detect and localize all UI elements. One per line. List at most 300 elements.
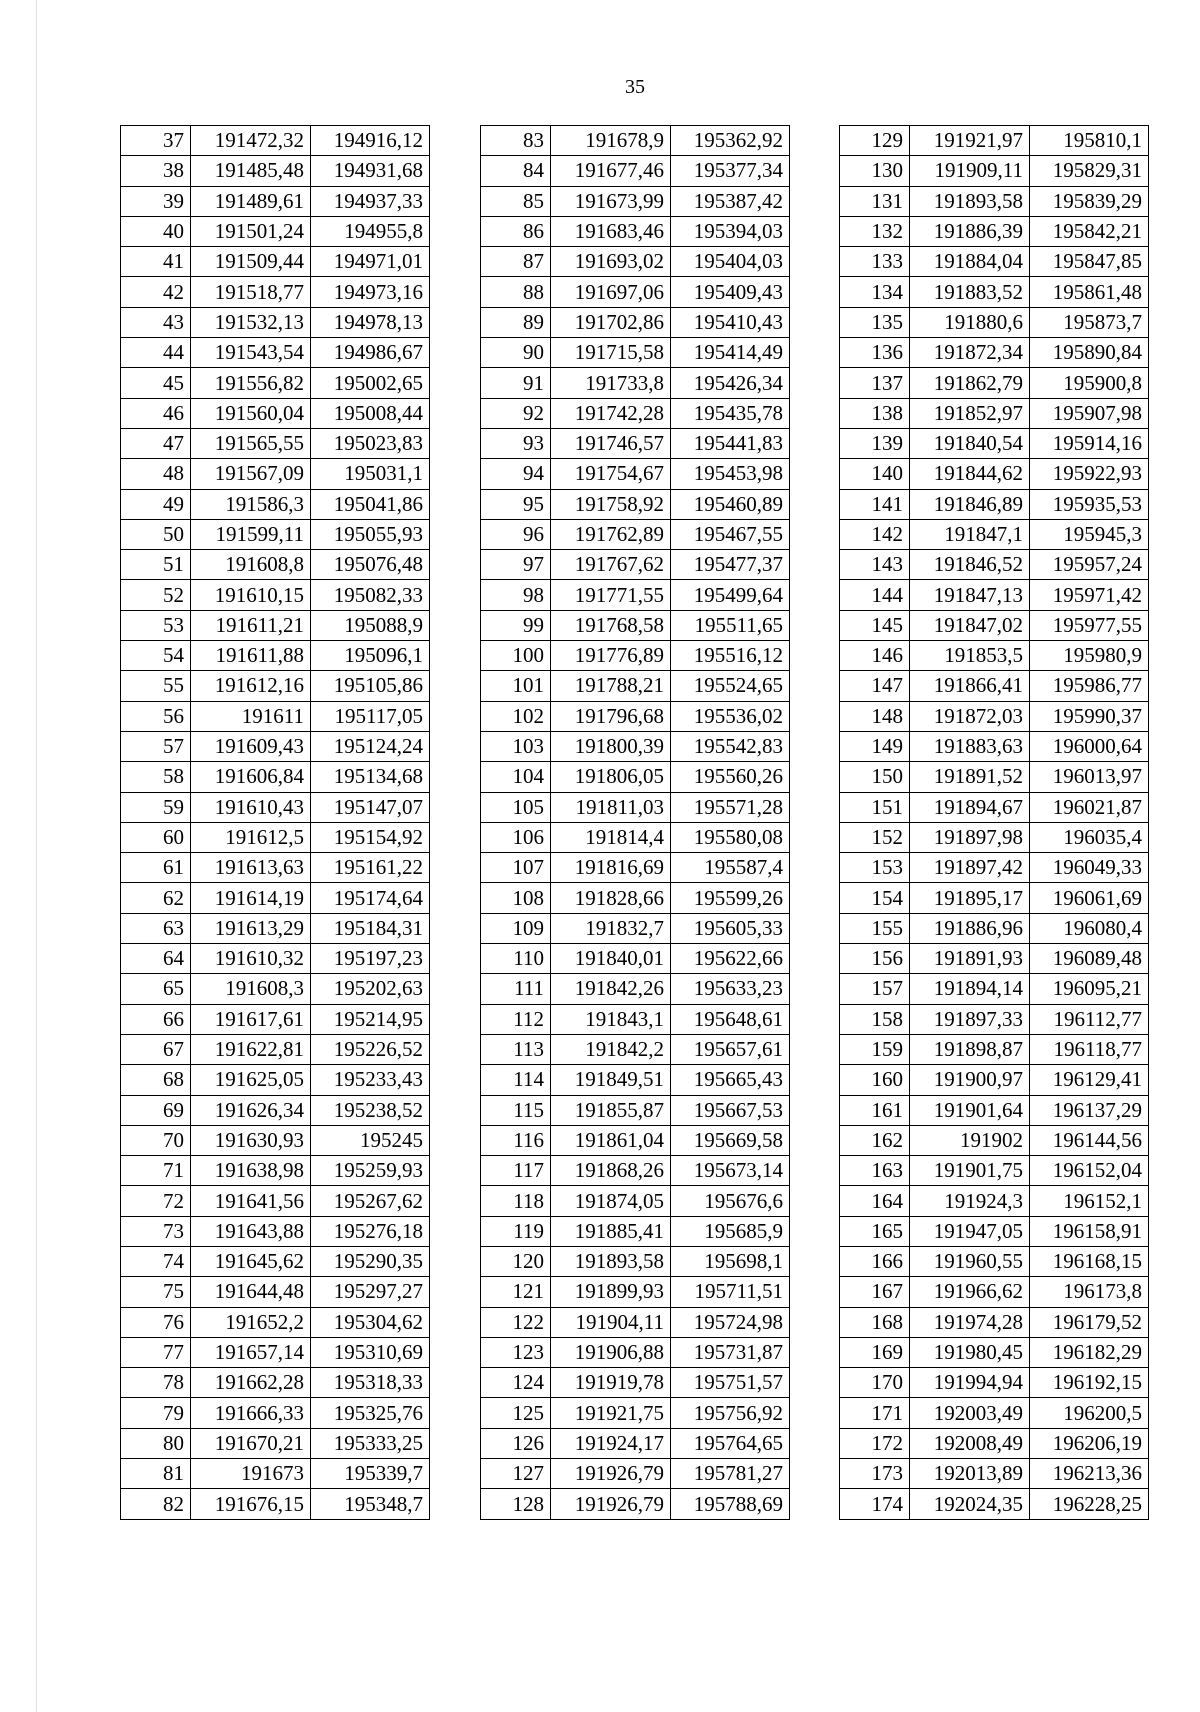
table-row [840,519,1149,549]
x-coordinate-cell: 191673 [191,1459,311,1489]
table-row [840,550,1149,580]
point-number-cell: 172 [840,1428,910,1458]
table-row [840,1004,1149,1034]
point-number-cell: 73 [121,1216,191,1246]
table-row [121,731,430,761]
x-coordinate-cell: 191883,52 [910,277,1030,307]
point-number-cell: 146 [840,641,910,671]
point-number-cell: 97 [481,550,551,580]
table-row [481,156,790,186]
y-coordinate-cell: 195290,35 [311,1246,430,1276]
table-row [840,156,1149,186]
table-row [121,1489,430,1519]
x-coordinate-cell: 191609,43 [191,731,311,761]
point-number-cell: 64 [121,944,191,974]
point-number-cell: 123 [481,1337,551,1367]
y-coordinate-cell: 195605,33 [671,913,790,943]
y-coordinate-cell: 195333,25 [311,1428,430,1458]
point-number-cell: 67 [121,1034,191,1064]
point-number-cell: 122 [481,1307,551,1337]
y-coordinate-cell: 195648,61 [671,1004,790,1034]
x-coordinate-cell: 191625,05 [191,1065,311,1095]
x-coordinate-cell: 191614,19 [191,883,311,913]
table-row [481,1459,790,1489]
x-coordinate-cell: 191897,98 [910,822,1030,852]
table-row [121,1368,430,1398]
y-coordinate-cell: 196013,97 [1030,762,1149,792]
point-number-cell: 50 [121,519,191,549]
y-coordinate-cell: 196179,52 [1030,1307,1149,1337]
x-coordinate-cell: 191758,92 [551,489,671,519]
x-coordinate-cell: 191980,45 [910,1337,1030,1367]
table-row [840,1034,1149,1064]
y-coordinate-cell: 195226,52 [311,1034,430,1064]
table-row [840,247,1149,277]
y-coordinate-cell: 195134,68 [311,762,430,792]
point-number-cell: 98 [481,580,551,610]
point-number-cell: 88 [481,277,551,307]
x-coordinate-cell: 191842,2 [551,1034,671,1064]
table-row [840,701,1149,731]
x-coordinate-cell: 191567,09 [191,459,311,489]
point-number-cell: 93 [481,428,551,458]
x-coordinate-cell: 191926,79 [551,1489,671,1519]
x-coordinate-cell: 191670,21 [191,1428,311,1458]
table-row [121,701,430,731]
x-coordinate-cell: 191612,16 [191,671,311,701]
y-coordinate-cell: 195348,7 [311,1489,430,1519]
point-number-cell: 37 [121,126,191,156]
y-coordinate-cell: 195096,1 [311,641,430,671]
table-row [840,186,1149,216]
y-coordinate-cell: 196089,48 [1030,944,1149,974]
point-number-cell: 135 [840,307,910,337]
y-coordinate-cell: 195245 [311,1125,430,1155]
y-coordinate-cell: 195847,85 [1030,247,1149,277]
x-coordinate-cell: 191947,05 [910,1216,1030,1246]
x-coordinate-cell: 191994,94 [910,1368,1030,1398]
table-row [840,126,1149,156]
y-coordinate-cell: 196049,33 [1030,853,1149,883]
table-row [481,762,790,792]
table-row [840,853,1149,883]
x-coordinate-cell: 191840,01 [551,944,671,974]
x-coordinate-cell: 191611,88 [191,641,311,671]
table-row [840,1398,1149,1428]
y-coordinate-cell: 195751,57 [671,1368,790,1398]
point-number-cell: 144 [840,580,910,610]
table-row [481,428,790,458]
table-row [481,1034,790,1064]
table-row [121,792,430,822]
point-number-cell: 87 [481,247,551,277]
x-coordinate-cell: 191872,03 [910,701,1030,731]
x-coordinate-cell: 191796,68 [551,701,671,731]
y-coordinate-cell: 195297,27 [311,1277,430,1307]
x-coordinate-cell: 191641,56 [191,1186,311,1216]
x-coordinate-cell: 191800,39 [551,731,671,761]
table-row [840,641,1149,671]
y-coordinate-cell: 195117,05 [311,701,430,731]
point-number-cell: 46 [121,398,191,428]
y-coordinate-cell: 196080,4 [1030,913,1149,943]
point-number-cell: 39 [121,186,191,216]
y-coordinate-cell: 195105,86 [311,671,430,701]
x-coordinate-cell: 191586,3 [191,489,311,519]
y-coordinate-cell: 195788,69 [671,1489,790,1519]
point-number-cell: 95 [481,489,551,519]
point-number-cell: 125 [481,1398,551,1428]
y-coordinate-cell: 195426,34 [671,368,790,398]
table-row [840,944,1149,974]
y-coordinate-cell: 196192,15 [1030,1368,1149,1398]
table-row [481,186,790,216]
x-coordinate-cell: 191611 [191,701,311,731]
x-coordinate-cell: 191832,7 [551,913,671,943]
table-row [840,913,1149,943]
coordinates-table-1 [120,125,430,1520]
y-coordinate-cell: 195310,69 [311,1337,430,1367]
table-row [840,398,1149,428]
table-row [481,610,790,640]
x-coordinate-cell: 191900,97 [910,1065,1030,1095]
point-number-cell: 94 [481,459,551,489]
table-row [121,1095,430,1125]
x-coordinate-cell: 191853,5 [910,641,1030,671]
point-number-cell: 127 [481,1459,551,1489]
x-coordinate-cell: 191630,93 [191,1125,311,1155]
y-coordinate-cell: 195873,7 [1030,307,1149,337]
point-number-cell: 168 [840,1307,910,1337]
x-coordinate-cell: 191919,78 [551,1368,671,1398]
table-row [840,1489,1149,1519]
point-number-cell: 92 [481,398,551,428]
y-coordinate-cell: 195673,14 [671,1156,790,1186]
point-number-cell: 105 [481,792,551,822]
y-coordinate-cell: 195435,78 [671,398,790,428]
y-coordinate-cell: 195945,3 [1030,519,1149,549]
y-coordinate-cell: 195516,12 [671,641,790,671]
y-coordinate-cell: 195008,44 [311,398,430,428]
table-row [121,671,430,701]
x-coordinate-cell: 191610,32 [191,944,311,974]
x-coordinate-cell: 191644,48 [191,1277,311,1307]
table-row [840,1277,1149,1307]
y-coordinate-cell: 195842,21 [1030,216,1149,246]
y-coordinate-cell: 195890,84 [1030,338,1149,368]
y-coordinate-cell: 195861,48 [1030,277,1149,307]
point-number-cell: 145 [840,610,910,640]
table-row [840,580,1149,610]
y-coordinate-cell: 196152,04 [1030,1156,1149,1186]
y-coordinate-cell: 195304,62 [311,1307,430,1337]
point-number-cell: 158 [840,1004,910,1034]
point-number-cell: 138 [840,398,910,428]
table-row [840,459,1149,489]
y-coordinate-cell: 195441,83 [671,428,790,458]
point-number-cell: 132 [840,216,910,246]
point-number-cell: 169 [840,1337,910,1367]
table-row [121,247,430,277]
x-coordinate-cell: 191733,8 [551,368,671,398]
y-coordinate-cell: 196021,87 [1030,792,1149,822]
table-row [840,762,1149,792]
y-coordinate-cell: 195174,64 [311,883,430,913]
x-coordinate-cell: 191868,26 [551,1156,671,1186]
y-coordinate-cell: 195467,55 [671,519,790,549]
point-number-cell: 126 [481,1428,551,1458]
y-coordinate-cell: 195781,27 [671,1459,790,1489]
table-row [121,762,430,792]
x-coordinate-cell: 191518,77 [191,277,311,307]
table-row [840,1368,1149,1398]
table-row [481,1095,790,1125]
x-coordinate-cell: 191715,58 [551,338,671,368]
y-coordinate-cell: 195977,55 [1030,610,1149,640]
point-number-cell: 58 [121,762,191,792]
table-row [481,1186,790,1216]
point-number-cell: 82 [121,1489,191,1519]
y-coordinate-cell: 195387,42 [671,186,790,216]
point-number-cell: 140 [840,459,910,489]
table-row [121,1277,430,1307]
x-coordinate-cell: 191697,06 [551,277,671,307]
y-coordinate-cell: 195055,93 [311,519,430,549]
point-number-cell: 60 [121,822,191,852]
point-number-cell: 57 [121,731,191,761]
table-row [840,731,1149,761]
x-coordinate-cell: 191742,28 [551,398,671,428]
point-number-cell: 51 [121,550,191,580]
table-row [121,641,430,671]
point-number-cell: 65 [121,974,191,1004]
x-coordinate-cell: 191862,79 [910,368,1030,398]
y-coordinate-cell: 195587,4 [671,853,790,883]
point-number-cell: 166 [840,1246,910,1276]
point-number-cell: 109 [481,913,551,943]
table-row [121,1125,430,1155]
y-coordinate-cell: 195935,53 [1030,489,1149,519]
point-number-cell: 76 [121,1307,191,1337]
x-coordinate-cell: 191643,88 [191,1216,311,1246]
table-row [121,1216,430,1246]
x-coordinate-cell: 191509,44 [191,247,311,277]
x-coordinate-cell: 191906,88 [551,1337,671,1367]
table-row [121,913,430,943]
x-coordinate-cell: 191902 [910,1125,1030,1155]
point-number-cell: 148 [840,701,910,731]
table-row [481,1428,790,1458]
table-row [121,944,430,974]
table-row [481,398,790,428]
table-row [840,974,1149,1004]
x-coordinate-cell: 191843,1 [551,1004,671,1034]
y-coordinate-cell: 195477,37 [671,550,790,580]
x-coordinate-cell: 191611,21 [191,610,311,640]
y-coordinate-cell: 194937,33 [311,186,430,216]
point-number-cell: 161 [840,1095,910,1125]
x-coordinate-cell: 191622,81 [191,1034,311,1064]
table-row [481,701,790,731]
table-row [481,883,790,913]
point-number-cell: 142 [840,519,910,549]
y-coordinate-cell: 194955,8 [311,216,430,246]
point-number-cell: 163 [840,1156,910,1186]
x-coordinate-cell: 191846,89 [910,489,1030,519]
table-row [121,428,430,458]
x-coordinate-cell: 191866,41 [910,671,1030,701]
point-number-cell: 84 [481,156,551,186]
x-coordinate-cell: 191612,5 [191,822,311,852]
point-number-cell: 47 [121,428,191,458]
x-coordinate-cell: 191852,97 [910,398,1030,428]
y-coordinate-cell: 195571,28 [671,792,790,822]
table-row [481,944,790,974]
y-coordinate-cell: 196228,25 [1030,1489,1149,1519]
point-number-cell: 108 [481,883,551,913]
y-coordinate-cell: 195124,24 [311,731,430,761]
table-row [481,489,790,519]
point-number-cell: 147 [840,671,910,701]
y-coordinate-cell: 194916,12 [311,126,430,156]
table-row [840,883,1149,913]
x-coordinate-cell: 191702,86 [551,307,671,337]
table-row [481,641,790,671]
point-number-cell: 101 [481,671,551,701]
x-coordinate-cell: 191608,8 [191,550,311,580]
y-coordinate-cell: 195233,43 [311,1065,430,1095]
table-row [840,1095,1149,1125]
point-number-cell: 112 [481,1004,551,1034]
table-row [840,1125,1149,1155]
y-coordinate-cell: 195082,33 [311,580,430,610]
table-row [481,731,790,761]
x-coordinate-cell: 191501,24 [191,216,311,246]
point-number-cell: 43 [121,307,191,337]
point-number-cell: 75 [121,1277,191,1307]
table-row [121,883,430,913]
x-coordinate-cell: 191676,15 [191,1489,311,1519]
point-number-cell: 128 [481,1489,551,1519]
y-coordinate-cell: 195914,16 [1030,428,1149,458]
y-coordinate-cell: 195990,37 [1030,701,1149,731]
point-number-cell: 160 [840,1065,910,1095]
point-number-cell: 134 [840,277,910,307]
x-coordinate-cell: 191872,34 [910,338,1030,368]
point-number-cell: 68 [121,1065,191,1095]
x-coordinate-cell: 191677,46 [551,156,671,186]
y-coordinate-cell: 195325,76 [311,1398,430,1428]
x-coordinate-cell: 191893,58 [551,1246,671,1276]
point-number-cell: 173 [840,1459,910,1489]
x-coordinate-cell: 191844,62 [910,459,1030,489]
x-coordinate-cell: 191861,04 [551,1125,671,1155]
point-number-cell: 119 [481,1216,551,1246]
table-row [121,1428,430,1458]
y-coordinate-cell: 195971,42 [1030,580,1149,610]
table-row [481,1065,790,1095]
table-row [840,368,1149,398]
point-number-cell: 55 [121,671,191,701]
table-row [481,1216,790,1246]
table-row [840,489,1149,519]
point-number-cell: 156 [840,944,910,974]
table-row [481,1125,790,1155]
point-number-cell: 54 [121,641,191,671]
point-number-cell: 131 [840,186,910,216]
table-row [121,1337,430,1367]
table-row [121,338,430,368]
table-row [481,580,790,610]
table-row [121,126,430,156]
table-row [840,216,1149,246]
y-coordinate-cell: 195339,7 [311,1459,430,1489]
y-coordinate-cell: 195076,48 [311,550,430,580]
point-number-cell: 59 [121,792,191,822]
point-number-cell: 41 [121,247,191,277]
point-number-cell: 44 [121,338,191,368]
point-number-cell: 159 [840,1034,910,1064]
y-coordinate-cell: 196000,64 [1030,731,1149,761]
point-number-cell: 124 [481,1368,551,1398]
x-coordinate-cell: 191846,52 [910,550,1030,580]
y-coordinate-cell: 195197,23 [311,944,430,974]
point-number-cell: 149 [840,731,910,761]
x-coordinate-cell: 191485,48 [191,156,311,186]
x-coordinate-cell: 191776,89 [551,641,671,671]
x-coordinate-cell: 191901,64 [910,1095,1030,1125]
x-coordinate-cell: 192008,49 [910,1428,1030,1458]
table-row [481,1337,790,1367]
x-coordinate-cell: 191901,75 [910,1156,1030,1186]
y-coordinate-cell: 195147,07 [311,792,430,822]
table-row [840,1156,1149,1186]
y-coordinate-cell: 195542,83 [671,731,790,761]
table-row [121,459,430,489]
table-row [121,1398,430,1428]
point-number-cell: 69 [121,1095,191,1125]
x-coordinate-cell: 191921,75 [551,1398,671,1428]
x-coordinate-cell: 191891,93 [910,944,1030,974]
y-coordinate-cell: 195377,34 [671,156,790,186]
x-coordinate-cell: 191532,13 [191,307,311,337]
point-number-cell: 174 [840,1489,910,1519]
y-coordinate-cell: 195460,89 [671,489,790,519]
point-number-cell: 136 [840,338,910,368]
y-coordinate-cell: 195023,83 [311,428,430,458]
y-coordinate-cell: 195394,03 [671,216,790,246]
table-row [481,1246,790,1276]
x-coordinate-cell: 191847,1 [910,519,1030,549]
y-coordinate-cell: 195362,92 [671,126,790,156]
y-coordinate-cell: 195810,1 [1030,126,1149,156]
x-coordinate-cell: 191683,46 [551,216,671,246]
x-coordinate-cell: 191874,05 [551,1186,671,1216]
x-coordinate-cell: 191893,58 [910,186,1030,216]
point-number-cell: 111 [481,974,551,1004]
y-coordinate-cell: 195724,98 [671,1307,790,1337]
y-coordinate-cell: 195414,49 [671,338,790,368]
y-coordinate-cell: 196158,91 [1030,1216,1149,1246]
y-coordinate-cell: 196200,5 [1030,1398,1149,1428]
point-number-cell: 157 [840,974,910,1004]
x-coordinate-cell: 191886,96 [910,913,1030,943]
table-row [121,1156,430,1186]
x-coordinate-cell: 191693,02 [551,247,671,277]
point-number-cell: 48 [121,459,191,489]
y-coordinate-cell: 195698,1 [671,1246,790,1276]
y-coordinate-cell: 195667,53 [671,1095,790,1125]
